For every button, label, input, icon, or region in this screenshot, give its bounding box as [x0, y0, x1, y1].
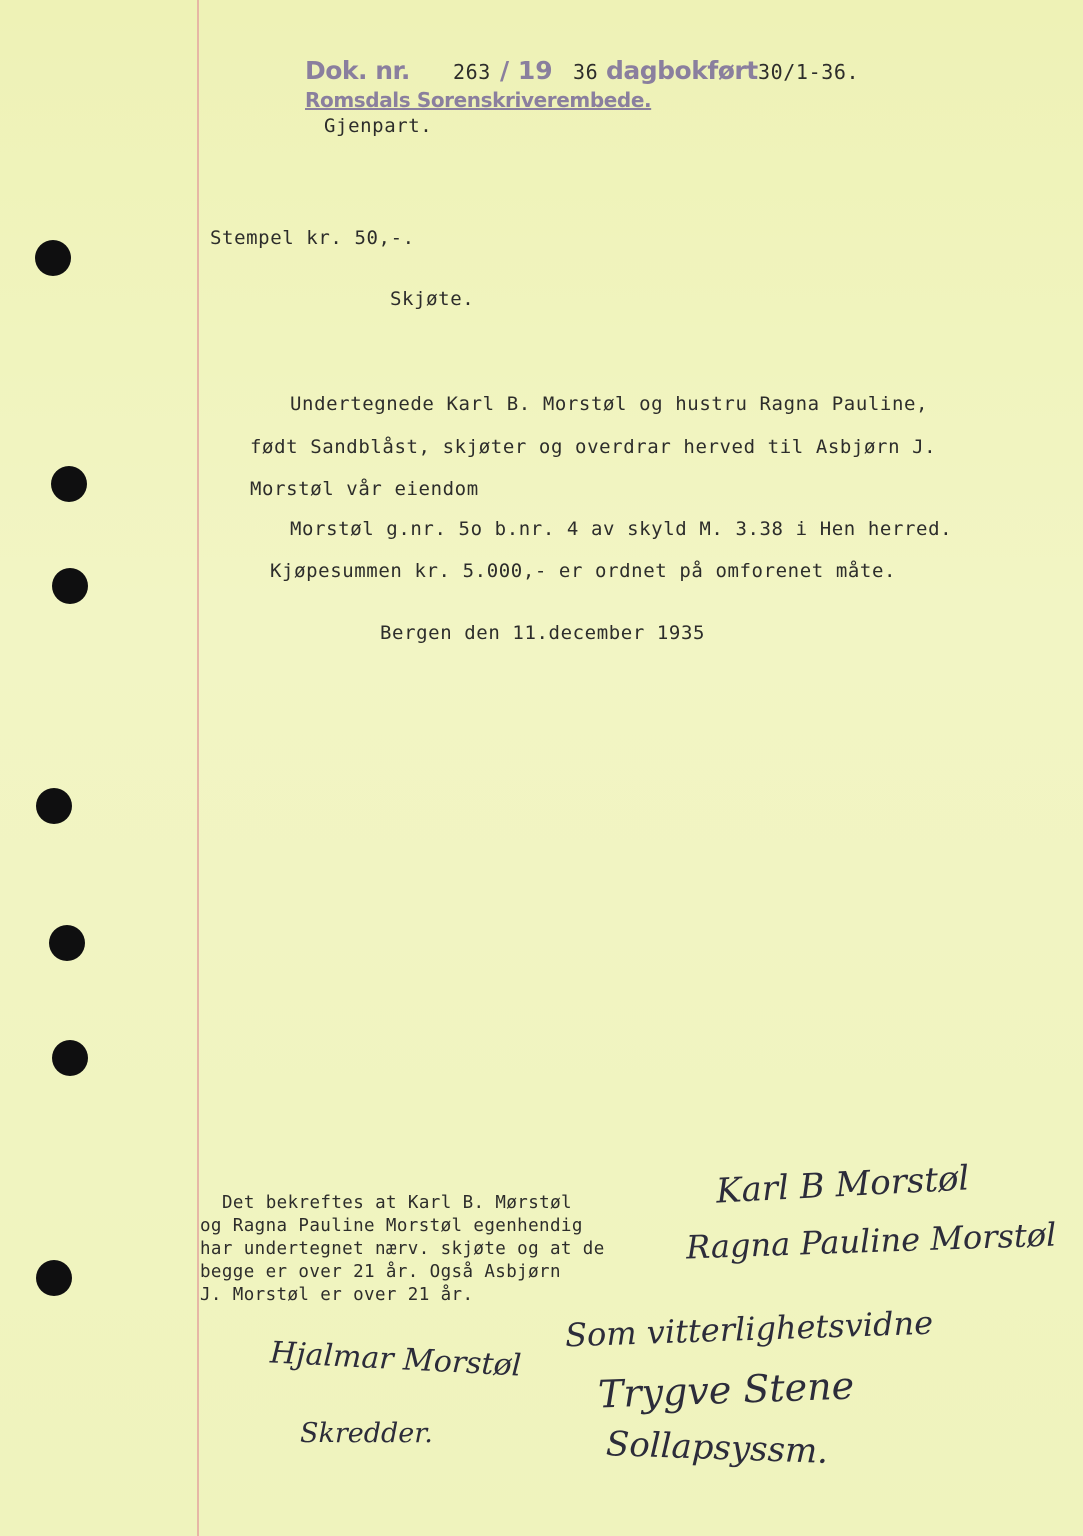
signature-karl: Karl B Morstøl [715, 1158, 971, 1212]
cert-line-1: Det bekreftes at Karl B. Mørstøl [222, 1193, 572, 1213]
margin-line [197, 0, 199, 1536]
stamp-year-prefix: / 19 [500, 56, 553, 85]
stamp-dagbokfort: dagbokført [606, 56, 758, 85]
punch-hole-6 [52, 1040, 88, 1076]
punch-hole-2 [51, 466, 87, 502]
witness-label: Som vitterlighetsvidne [564, 1303, 934, 1355]
place-date: Bergen den 11.december 1935 [380, 622, 706, 644]
year-suffix: 36 [573, 60, 599, 84]
cert-line-5: J. Morstøl er over 21 år. [200, 1285, 474, 1305]
punch-hole-1 [35, 240, 71, 276]
witness-2-name: Trygve Stene [597, 1363, 855, 1417]
cert-line-2: og Ragna Pauline Morstøl egenhendig [200, 1216, 583, 1236]
punch-hole-7 [36, 1260, 72, 1296]
stamp-office: Romsdals Sorenskriverembede. [305, 88, 652, 112]
witness-1-title: Skredder. [300, 1418, 433, 1449]
witness-2-title: Sollapsyssm. [605, 1424, 829, 1472]
stamp-duty: Stempel kr. 50,-. [210, 227, 415, 249]
punch-hole-3 [52, 568, 88, 604]
date-registered: 30/1-36. [758, 60, 860, 84]
copy-label: Gjenpart. [324, 115, 433, 137]
body-line-3: Morstøl vår eiendom [250, 478, 479, 500]
body-line-1: Undertegnede Karl B. Morstøl og hustru Ragna Pauline, [290, 393, 929, 415]
cert-line-3: har undertegnet nærv. skjøte og at de [200, 1239, 605, 1259]
doc-number: 263 [453, 60, 491, 84]
stamp-dok-label: Dok. nr. [305, 56, 410, 85]
body-line-4: Morstøl g.nr. 5o b.nr. 4 av skyld M. 3.38 i Hen herred. [290, 518, 953, 540]
signature-ragna: Ragna Pauline Morstøl [685, 1215, 1057, 1267]
cert-line-4: begge er over 21 år. Også Asbjørn [200, 1262, 561, 1282]
punch-hole-4 [36, 788, 72, 824]
body-line-2: født Sandblåst, skjøter og overdrar herved til Asbjørn J. [250, 436, 937, 458]
punch-hole-5 [49, 925, 85, 961]
body-line-5: Kjøpesummen kr. 5.000,- er ordnet på omforenet måte. [270, 560, 897, 582]
deed-title: Skjøte. [390, 288, 475, 310]
witness-1-name: Hjalmar Morstøl [269, 1335, 523, 1384]
